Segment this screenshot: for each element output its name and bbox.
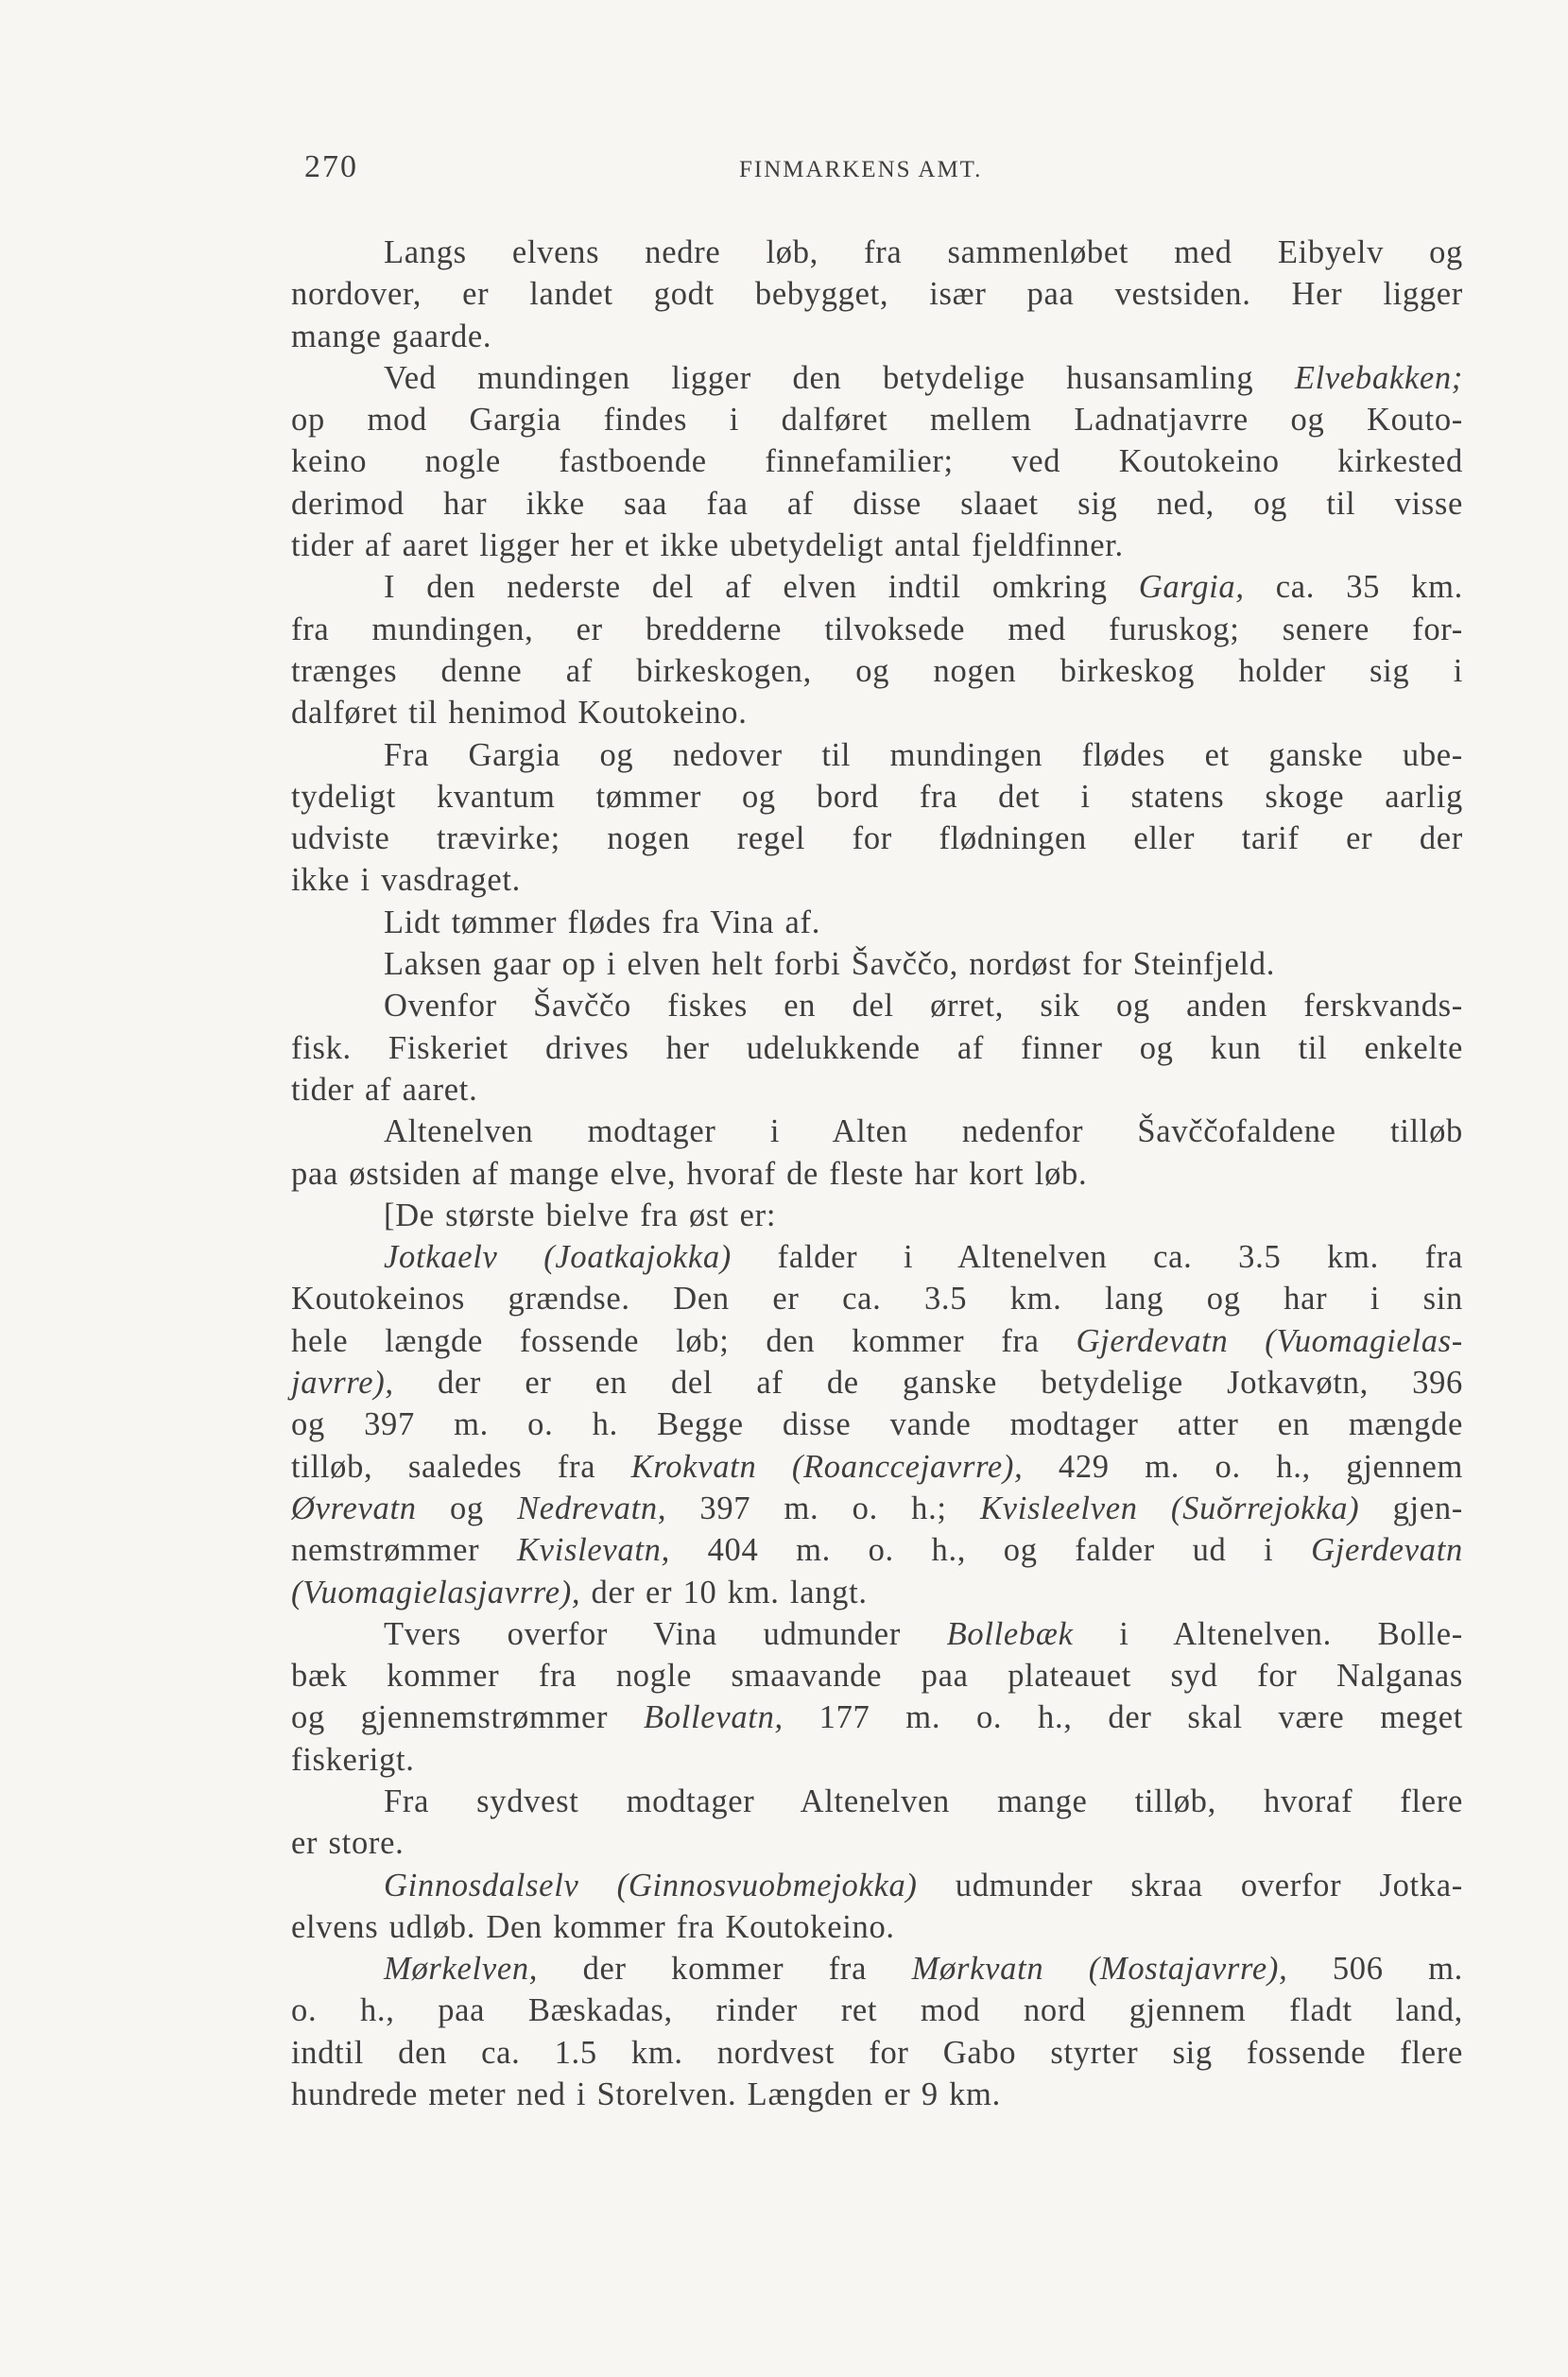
text-line: og 397 m. o. h. Begge disse vande modtager atter en mængde	[291, 1406, 1463, 1443]
place-name: Mørkelven,	[384, 1951, 539, 1988]
text-line: Mørkelven, der kommer fra Mørkvatn (Mostajavrre), 506 m.	[384, 1951, 1463, 1988]
text-line: Fra Gargia og nedover til mundingen flødes et ganske ube-	[384, 736, 1463, 773]
text-line: dalføret til henimod Koutokeino.	[291, 695, 748, 732]
text-line: Ved mundingen ligger den betydelige husansamling Elvebakken;	[384, 359, 1463, 396]
place-name: Gjerdevatn	[1311, 1532, 1463, 1569]
text-line: hundrede meter ned i Storelven. Længden er 9 km.	[291, 2076, 1001, 2113]
text-line: paa østsiden af mange elve, hvoraf de fleste har kort løb.	[291, 1155, 1088, 1192]
text-line: nemstrømmer Kvislevatn, 404 m. o. h., og falder ud i Gjerdevatn	[291, 1532, 1463, 1569]
paragraph	[291, 985, 1463, 1111]
place-name: Jotkaelv (Joatkajokka)	[384, 1239, 732, 1276]
text-line: keino nogle fastboende finnefamilier; ved Koutokeino kirkested	[291, 443, 1463, 480]
place-name: Øvrevatn	[291, 1490, 417, 1526]
place-name: Mørkvatn (Mostajavrre),	[911, 1951, 1288, 1988]
paragraph	[291, 1236, 1463, 1613]
text-line: Koutokeinos grændse. Den er ca. 3.5 km. lang og har i sin	[291, 1281, 1463, 1318]
place-name: Bollebæk	[946, 1615, 1074, 1652]
paragraph	[291, 734, 1463, 902]
place-name: Bollevatn,	[644, 1699, 784, 1736]
paragraph	[291, 1111, 1463, 1195]
text-line: Øvrevatn og Nedrevatn, 397 m. o. h.; Kvisleelven (Suŏrrejokka) gjen-	[291, 1490, 1463, 1526]
text-line: I den nederste del af elven indtil omkring Gargia, ca. 35 km.	[384, 569, 1463, 606]
text-line: Jotkaelv (Joatkajokka) falder i Altenelven ca. 3.5 km. fra	[384, 1239, 1463, 1276]
paragraph	[291, 566, 1463, 733]
text-line: o. h., paa Bæskadas, rinder ret mod nord gjennem fladt land,	[291, 1992, 1463, 2029]
paragraph	[291, 902, 1463, 943]
paragraph	[291, 232, 1463, 357]
text-line: nordover, er landet godt bebygget, især paa vestsiden. Her ligger	[291, 276, 1463, 313]
text-line: mange gaarde.	[291, 318, 492, 354]
place-name: Gargia,	[1138, 569, 1245, 606]
running-title: FINMARKENS AMT.	[739, 157, 983, 182]
text-line: fisk. Fiskeriet drives her udelukkende af finner og kun til enkelte	[291, 1029, 1463, 1066]
text-line: fiskerigt.	[291, 1741, 415, 1778]
body-text	[291, 232, 1463, 2115]
text-line: tider af aaret.	[291, 1071, 478, 1108]
text-line: Ovenfor Šavččo fiskes en del ørret, sik og anden ferskvands-	[384, 988, 1463, 1025]
text-line: elvens udløb. Den kommer fra Koutokeino.	[291, 1908, 895, 1945]
page-number: 270	[304, 149, 358, 184]
text-line: tider af aaret ligger her et ikke ubetydeligt antal fjeldfinner.	[291, 527, 1124, 564]
page-header	[304, 149, 1457, 197]
text-line: Altenelven modtager i Alten nedenfor Šavččofaldene tilløb	[384, 1113, 1463, 1150]
text-line: op mod Gargia findes i dalføret mellem Ladnatjavrre og Kouto-	[291, 402, 1463, 439]
text-line: Lidt tømmer flødes fra Vina af.	[384, 904, 821, 940]
text-line: og gjennemstrømmer Bollevatn, 177 m. o. h., der skal være meget	[291, 1699, 1463, 1736]
place-name: Nedrevatn,	[517, 1490, 667, 1526]
text-line: udviste trævirke; nogen regel for flødningen eller tarif er der	[291, 820, 1463, 857]
text-line: Fra sydvest modtager Altenelven mange tilløb, hvoraf flere	[384, 1783, 1463, 1819]
paragraph	[291, 1948, 1463, 2115]
text-line: trænges denne af birkeskogen, og nogen birkeskog holder sig i	[291, 652, 1463, 689]
paragraph	[291, 357, 1463, 566]
paragraph	[291, 1613, 1463, 1781]
place-name: Ginnosdalselv (Ginnosvuobmejokka)	[384, 1867, 918, 1903]
place-name: Kvislevatn,	[516, 1532, 670, 1569]
paragraph	[291, 943, 1463, 985]
text-line: tydeligt kvantum tømmer og bord fra det i statens skoge aarlig	[291, 778, 1463, 815]
text-line: (Vuomagielasjavrre), der er 10 km. langt.	[291, 1574, 868, 1611]
place-name: javrre),	[291, 1365, 394, 1402]
text-line: hele længde fossende løb; den kommer fra Gjerdevatn (Vuomagielas-	[291, 1322, 1463, 1359]
text-line: fra mundingen, er bredderne tilvoksede med furuskog; senere for-	[291, 611, 1463, 647]
text-line: indtil den ca. 1.5 km. nordvest for Gabo styrter sig fossende flere	[291, 2034, 1463, 2071]
text-line: tilløb, saaledes fra Krokvatn (Roanccejavrre), 429 m. o. h., gjennem	[291, 1448, 1464, 1485]
text-line: er store.	[291, 1825, 405, 1862]
place-name: Gjerdevatn (Vuomagielas-	[1076, 1322, 1463, 1359]
text-line: bæk kommer fra nogle smaavande paa plateauet syd for Nalganas	[291, 1658, 1463, 1695]
place-name: (Vuomagielasjavrre),	[291, 1574, 581, 1611]
paragraph	[291, 1195, 1463, 1236]
text-line: Laksen gaar op i elven helt forbi Šavččo, nordøst for Steinfjeld.	[384, 946, 1276, 983]
text-line: javrre), der er en del af de ganske betydelige Jotkavøtn, 396	[291, 1365, 1463, 1402]
text-line: Ginnosdalselv (Ginnosvuobmejokka) udmunder skraa overfor Jotka-	[384, 1867, 1463, 1903]
text-line: derimod har ikke saa faa af disse slaaet sig ned, og til visse	[291, 485, 1463, 522]
text-line: ikke i vasdraget.	[291, 862, 521, 899]
paragraph	[291, 1865, 1463, 1949]
place-name: Krokvatn (Roanccejavrre),	[630, 1448, 1024, 1485]
text-line: Langs elvens nedre løb, fra sammenløbet med Eibyelv og	[384, 234, 1463, 270]
text-line: Tvers overfor Vina udmunder Bollebæk i Altenelven. Bolle-	[384, 1615, 1463, 1652]
paragraph	[291, 1781, 1463, 1865]
place-name: Elvebakken;	[1294, 359, 1463, 396]
text-line: [De største bielve fra øst er:	[384, 1197, 777, 1233]
place-name: Kvisleelven (Suŏrrejokka)	[979, 1490, 1360, 1526]
